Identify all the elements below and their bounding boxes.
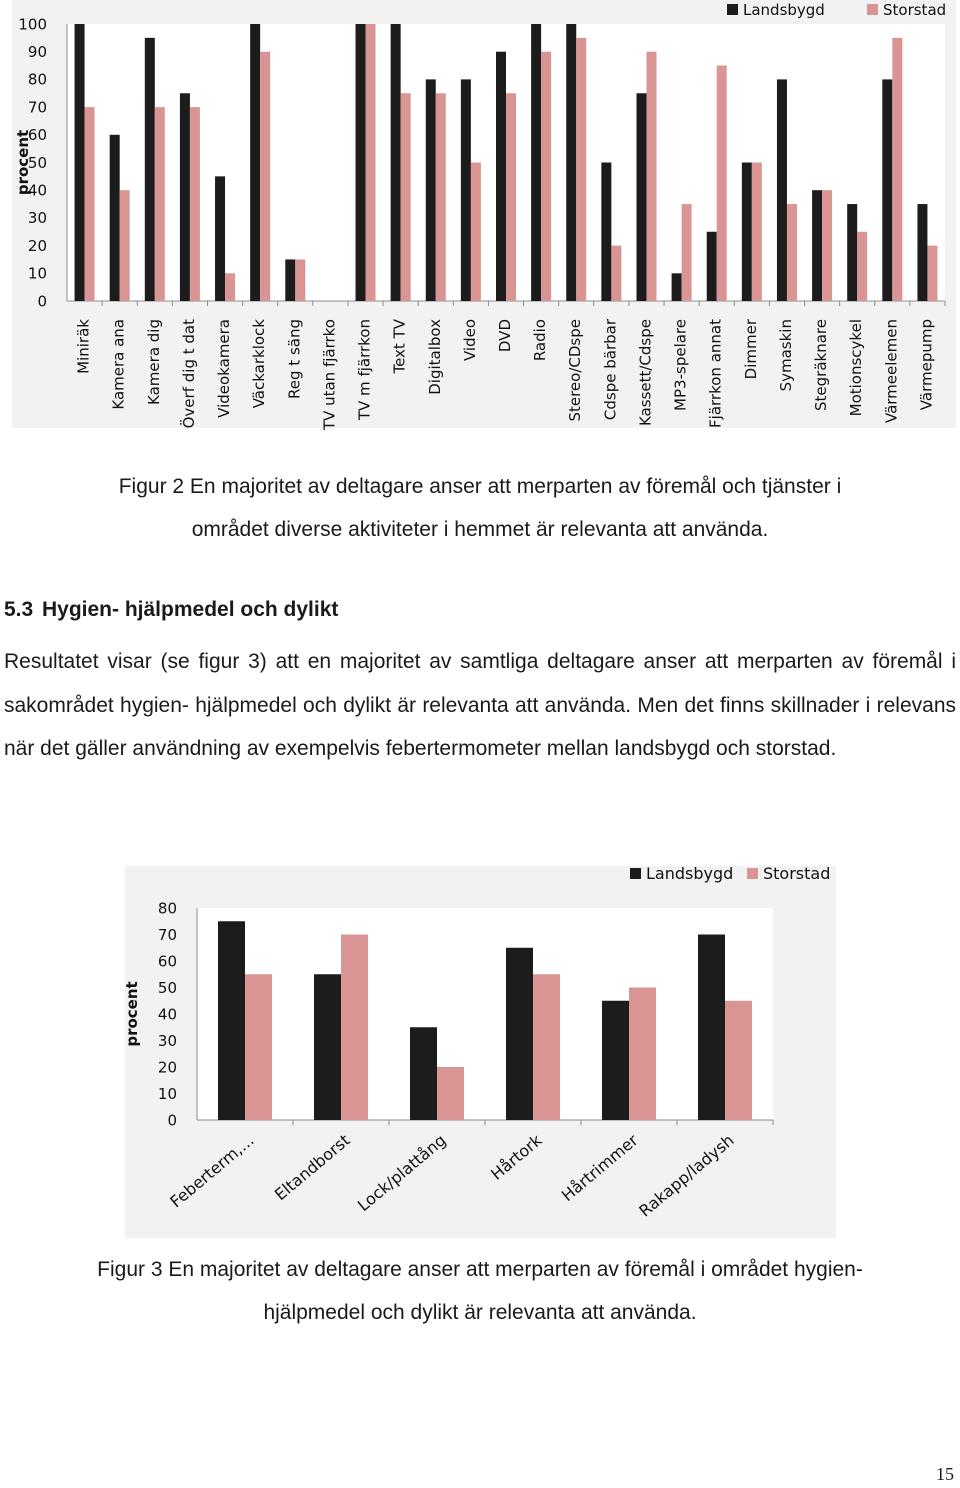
legend-label: Storstad [763, 864, 831, 883]
x-category-label: Video [460, 319, 479, 362]
bar-storstad [85, 107, 95, 301]
x-category-label: Fjärrkon annat [706, 319, 725, 428]
bar-landsbygd [602, 1001, 629, 1120]
bar-landsbygd [75, 24, 85, 301]
bar-landsbygd [391, 24, 401, 301]
y-tick-label: 80 [157, 899, 177, 918]
bar-storstad [541, 52, 551, 301]
bar-storstad [576, 38, 586, 301]
x-category-label: Text TV [390, 319, 409, 374]
bar-landsbygd [672, 273, 682, 301]
bar-landsbygd [847, 204, 857, 301]
bar-landsbygd [356, 24, 366, 301]
y-tick-label: 0 [37, 292, 47, 311]
x-category-label: Reg t säng [285, 319, 304, 399]
x-category-label: Radio [531, 319, 550, 362]
x-category-label: Kamera dig [144, 319, 163, 405]
figure-3-chart-svg [125, 866, 836, 1238]
x-category-label: Symaskin [776, 319, 795, 392]
y-tick-label: 0 [167, 1111, 177, 1130]
y-tick-label: 70 [27, 98, 47, 117]
bar-landsbygd [314, 974, 341, 1120]
y-axis-label: procent [14, 129, 32, 196]
x-category-label: Stereo/CDspe [566, 319, 585, 422]
x-category-label: Överf dig t dat [179, 319, 198, 429]
legend-label: Landsbygd [743, 1, 825, 19]
bar-storstad [787, 204, 797, 301]
y-tick-label: 30 [27, 209, 47, 228]
bar-landsbygd [601, 163, 611, 302]
y-tick-label: 40 [157, 1005, 177, 1024]
bar-landsbygd [410, 1027, 437, 1120]
bar-landsbygd [566, 24, 576, 301]
x-category-label: Hårtrimmer [557, 1130, 642, 1206]
bar-storstad [892, 38, 902, 301]
bar-landsbygd [707, 232, 717, 301]
figure-2-caption [0, 465, 960, 551]
bar-storstad [471, 163, 481, 302]
figure-3-chart [125, 866, 836, 1238]
bar-landsbygd [777, 79, 787, 301]
figure-3-caption-line1: Figur 3 En majoritet av deltagare anser att merparten av föremål i området hygien- [97, 1258, 863, 1281]
figure-2-caption-line1: Figur 2 En majoritet av deltagare anser att merparten av föremål och tjänster i [118, 475, 842, 498]
legend-label: Landsbygd [646, 864, 734, 883]
bar-landsbygd [180, 93, 190, 301]
x-category-label: Miniräk [74, 319, 93, 374]
y-tick-label: 90 [27, 42, 47, 61]
bar-storstad [725, 1001, 752, 1120]
y-tick-label: 30 [157, 1031, 177, 1050]
y-tick-label: 20 [157, 1058, 177, 1077]
y-tick-label: 10 [27, 264, 47, 283]
bar-landsbygd [812, 190, 822, 301]
bar-storstad [927, 246, 937, 301]
bar-landsbygd [636, 93, 646, 301]
bar-landsbygd [496, 52, 506, 301]
y-tick-label: 50 [157, 978, 177, 997]
bar-storstad [190, 107, 200, 301]
figure-2-chart-svg [12, 0, 956, 431]
y-tick-label: 80 [27, 70, 47, 89]
legend-label: Storstad [883, 1, 947, 19]
x-category-label: TV utan fjärrko [320, 319, 339, 431]
bar-storstad [611, 246, 621, 301]
bar-storstad [717, 66, 727, 301]
x-category-label: Värmepump [917, 319, 936, 411]
bar-landsbygd [285, 259, 295, 301]
y-tick-label: 50 [27, 153, 47, 172]
legend-swatch [867, 4, 878, 15]
figure-2-caption-line2: området diverse aktiviteter i hemmet är relevanta att använda. [191, 518, 769, 541]
y-tick-label: 10 [157, 1084, 177, 1103]
bar-landsbygd [145, 38, 155, 301]
bar-landsbygd [218, 921, 245, 1120]
bar-storstad [225, 273, 235, 301]
section-number: 5.3 [4, 598, 34, 621]
bar-storstad [506, 93, 516, 301]
x-category-label: Videokamera [215, 319, 234, 418]
bar-landsbygd [698, 935, 725, 1121]
bar-storstad [366, 24, 376, 301]
x-category-label: Motionscykel [847, 319, 866, 417]
x-category-label: Kamera ana [109, 319, 128, 410]
bar-storstad [401, 93, 411, 301]
bar-storstad [120, 190, 130, 301]
bar-landsbygd [531, 24, 541, 301]
x-category-label: Stegräknare [812, 319, 831, 411]
bar-storstad [822, 190, 832, 301]
section-paragraph: Resultatet visar (se figur 3) att en majoritet av samtliga deltagare anser att merparten av föremål i sakområdet hygien- hjälpmedel och dylikt är relevanta att använda. Men det finns skillnader i relevans när det gäller användning av exempelvis febertermometer mellan landsbygd och storstad. [4, 650, 956, 760]
x-category-label: MP3-spelare [671, 319, 690, 411]
bar-landsbygd [882, 79, 892, 301]
bar-landsbygd [917, 204, 927, 301]
x-category-label: Kassett/Cdspe [636, 319, 655, 426]
plot-area [197, 908, 773, 1120]
y-tick-label: 100 [18, 15, 47, 34]
bar-storstad [436, 93, 446, 301]
figure-3-caption-line2: hjälpmedel och dylikt är relevanta att använda. [263, 1301, 697, 1324]
x-category-label: DVD [496, 319, 514, 353]
x-category-label: TV m fjärrkon [355, 319, 374, 421]
bar-storstad [752, 163, 762, 302]
bar-landsbygd [461, 79, 471, 301]
bar-storstad [295, 259, 305, 301]
x-category-label: Väckarklock [250, 319, 269, 409]
x-category-label: Hårtork [487, 1130, 546, 1184]
y-tick-label: 70 [157, 925, 177, 944]
bar-storstad [533, 974, 560, 1120]
x-category-label: Lock/plattång [353, 1130, 450, 1216]
section-heading [4, 598, 338, 622]
bar-storstad [682, 204, 692, 301]
x-category-label: Cdspe bärbar [601, 319, 620, 421]
legend-swatch [727, 4, 738, 15]
bar-storstad [341, 935, 368, 1121]
bar-storstad [629, 988, 656, 1121]
y-tick-label: 40 [27, 181, 47, 200]
bar-landsbygd [426, 79, 436, 301]
page-number: 15 [936, 1464, 954, 1484]
x-category-label: Eltandborst [270, 1130, 354, 1205]
bar-landsbygd [110, 135, 120, 301]
legend-swatch [630, 868, 641, 879]
x-category-label: Rakapp/ladysh [635, 1130, 738, 1221]
bar-storstad [155, 107, 165, 301]
bar-landsbygd [742, 163, 752, 302]
bar-storstad [646, 52, 656, 301]
bar-landsbygd [250, 24, 260, 301]
y-tick-label: 20 [27, 236, 47, 255]
x-category-label: Feberterm,... [166, 1130, 258, 1212]
y-tick-label: 60 [27, 126, 47, 145]
figure-2-chart [12, 0, 956, 431]
bar-storstad [260, 52, 270, 301]
bar-storstad [437, 1067, 464, 1120]
bar-landsbygd [215, 176, 225, 301]
x-category-label: Digitalbox [425, 319, 444, 395]
bar-landsbygd [506, 948, 533, 1120]
y-tick-label: 60 [157, 952, 177, 971]
section-title: Hygien- hjälpmedel och dylikt [42, 598, 339, 621]
bar-storstad [245, 974, 272, 1120]
bar-storstad [857, 232, 867, 301]
x-category-label: Dimmer [741, 319, 760, 380]
figure-3-caption [0, 1248, 960, 1334]
legend-swatch [747, 868, 758, 879]
y-axis-label: procent [123, 981, 141, 1047]
x-category-label: Värmeelemen [882, 319, 901, 424]
